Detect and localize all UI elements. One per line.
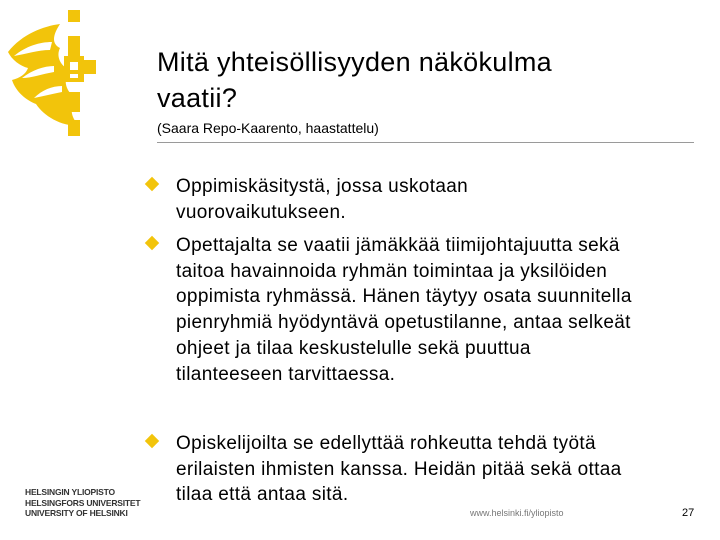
bullet-line: oppimista ryhmässä. Hänen täytyy osata suunnitella: [176, 286, 632, 308]
slide-subtitle: (Saara Repo-Kaarento, haastattelu): [157, 120, 379, 136]
bullet-line: vuorovaikutukseen.: [176, 201, 347, 223]
slide-title-line-2: vaatii?: [157, 83, 238, 113]
bullet-text: [176, 233, 696, 387]
university-name-en: UNIVERSITY OF HELSINKI: [25, 508, 128, 518]
slide-title: [157, 44, 697, 116]
university-name: [25, 487, 140, 519]
slide-title-line-1: Mitä yhteisöllisyyden näkökulma: [157, 47, 552, 77]
diamond-bullet-icon: [145, 434, 159, 448]
footer-url: www.helsinki.fi/yliopisto: [470, 508, 564, 518]
page-number: 27: [682, 507, 695, 519]
university-name-sv: HELSINGFORS UNIVERSITET: [25, 497, 141, 508]
bullet-line: Opettajalta se vaatii jämäkkää tiimijohtajuutta sekä: [176, 235, 620, 256]
title-divider: [157, 142, 694, 143]
university-name-fi: HELSINGIN YLIOPISTO: [25, 487, 115, 497]
diamond-bullet-icon: [145, 177, 159, 191]
bullet-line: pienryhmiä hyödyntävä opetustilanne, antaa selkeät: [176, 312, 631, 334]
bullet-line: Opiskelijoilta se edellyttää rohkeutta tehdä työtä: [176, 433, 596, 454]
bullet-line: erilaisten ihmisten kanssa. Heidän pitää sekä ottaa: [176, 458, 622, 480]
bullet-line: Oppimiskäsitystä, jossa uskotaan: [176, 176, 469, 197]
bullet-line: tilanteeseen tarvittaessa.: [176, 363, 396, 385]
bullet-line: tilaa että antaa sitä.: [176, 484, 349, 506]
bullet-line: ohjeet ja tilaa keskustelulle sekä puuttua: [176, 337, 531, 359]
diamond-bullet-icon: [145, 236, 159, 250]
university-logo-icon: [0, 0, 140, 150]
bullet-text: [176, 431, 696, 508]
bullet-text: [176, 174, 696, 225]
bullet-line: taitoa havainnoida ryhmän toimintaa ja yksilöiden: [176, 260, 608, 282]
